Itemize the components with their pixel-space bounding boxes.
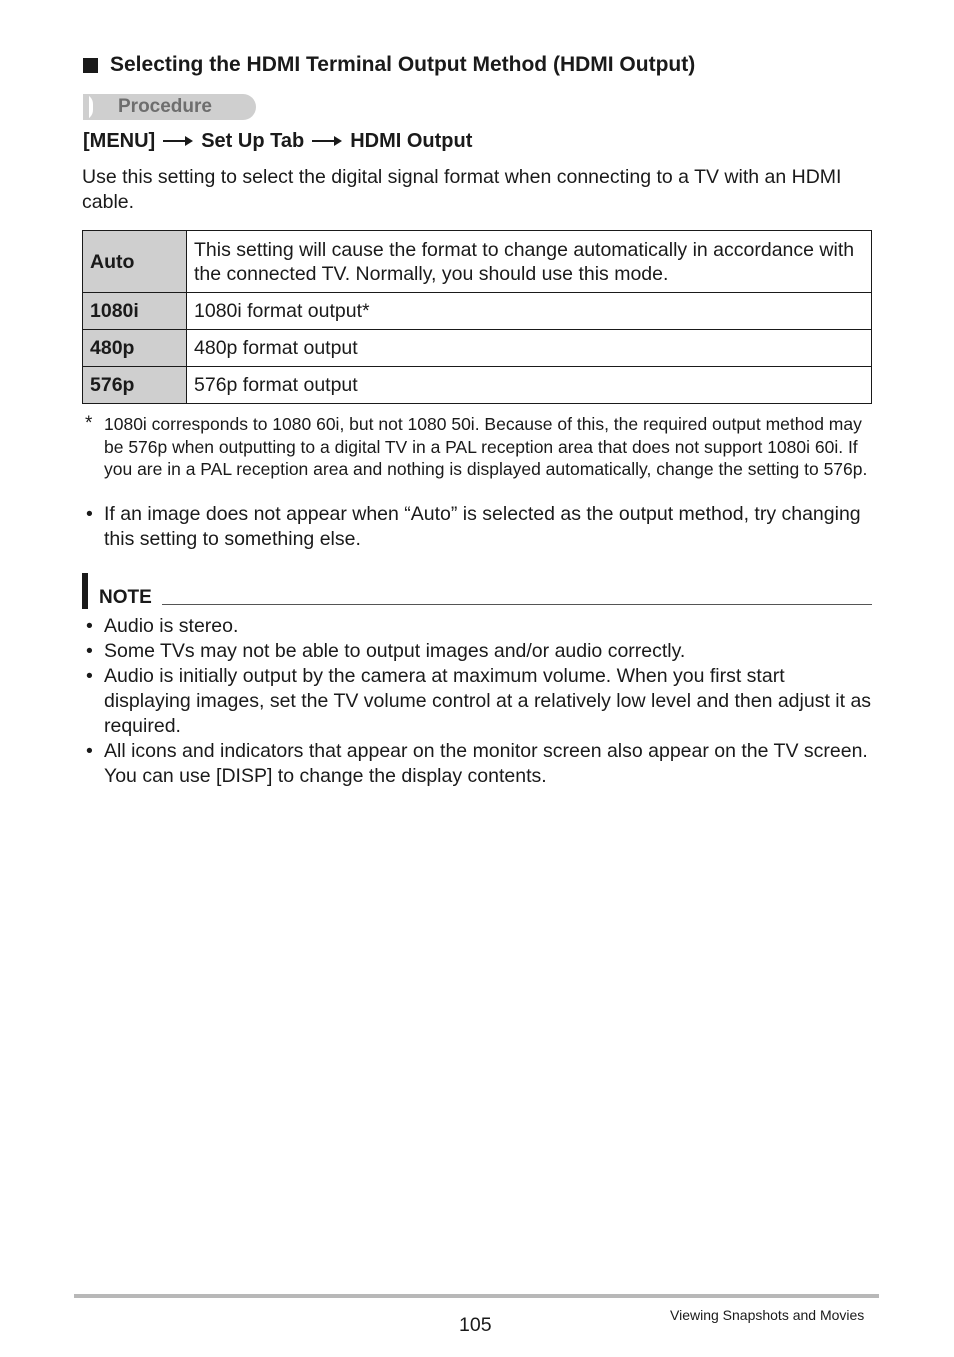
list-item: • All icons and indicators that appear on the monitor screen also appear on the TV screen. You can use [DISP] to change the display contents.: [86, 740, 868, 787]
menu-path-step-3: HDMI Output: [350, 130, 473, 152]
note-bar-icon: [82, 573, 88, 609]
menu-path: [83, 130, 472, 153]
footnote-text: 1080i corresponds to 1080 60i, but not 1080 50i. Because of this, the required output method may be 576p when outputting to a digital TV in a PAL reception area that does not support 1080i 60i. If you are in a PAL reception area and nothing is displayed automatically, change the setting to 576p.: [104, 414, 868, 479]
divider: [162, 604, 872, 605]
menu-path-step-1: [MENU]: [83, 130, 156, 152]
bullet-dot: •: [86, 640, 93, 662]
bullet-dot: •: [86, 615, 93, 637]
bullet-dot: •: [86, 665, 93, 687]
note-list: [82, 614, 872, 789]
list-item: • Some TVs may not be able to output images and/or audio correctly.: [86, 640, 686, 662]
note-label: NOTE: [99, 587, 152, 608]
table-row: [83, 231, 872, 293]
table-row: [83, 367, 872, 404]
option-key: 576p: [83, 367, 187, 404]
procedure-badge: [83, 94, 256, 120]
option-description: 480p format output: [187, 330, 872, 367]
tip-list: [82, 502, 872, 552]
heading-text: Selecting the HDMI Terminal Output Method (HDMI Output): [110, 53, 696, 76]
table-row: [83, 330, 872, 367]
footer-divider: [74, 1294, 879, 1298]
page-number: 105: [459, 1314, 492, 1336]
square-bullet-icon: [83, 58, 98, 73]
option-key: Auto: [83, 231, 187, 293]
right-arrow-icon: [312, 130, 342, 153]
bullet-dot: •: [86, 740, 93, 762]
option-description: This setting will cause the format to change automatically in accordance with the connected TV. Normally, you should use this mode.: [187, 231, 872, 293]
options-table: [82, 230, 872, 404]
menu-path-step-2: Set Up Tab: [201, 130, 305, 152]
footnote: [82, 413, 872, 481]
intro-paragraph: Use this setting to select the digital signal format when connecting to a TV with an HDMI cable.: [82, 166, 842, 213]
list-item: • If an image does not appear when “Auto” is selected as the output method, try changing this setting to something else.: [86, 503, 861, 550]
table-row: [83, 293, 872, 330]
bullet-dot: •: [86, 503, 93, 525]
option-key: 1080i: [83, 293, 187, 330]
procedure-label: Procedure: [118, 96, 212, 117]
note-header: [82, 573, 872, 609]
footnote-mark: *: [85, 413, 93, 434]
right-arrow-icon: [163, 130, 193, 153]
section-name: Viewing Snapshots and Movies: [670, 1307, 865, 1323]
option-description: 1080i format output*: [187, 293, 872, 330]
section-heading: [83, 53, 695, 77]
option-description: 576p format output: [187, 367, 872, 404]
option-key: 480p: [83, 330, 187, 367]
list-item: • Audio is initially output by the camera at maximum volume. When you first start displaying images, set the TV volume control at a relatively low level and then adjust it as required.: [86, 665, 872, 737]
list-item: • Audio is stereo.: [86, 615, 239, 637]
